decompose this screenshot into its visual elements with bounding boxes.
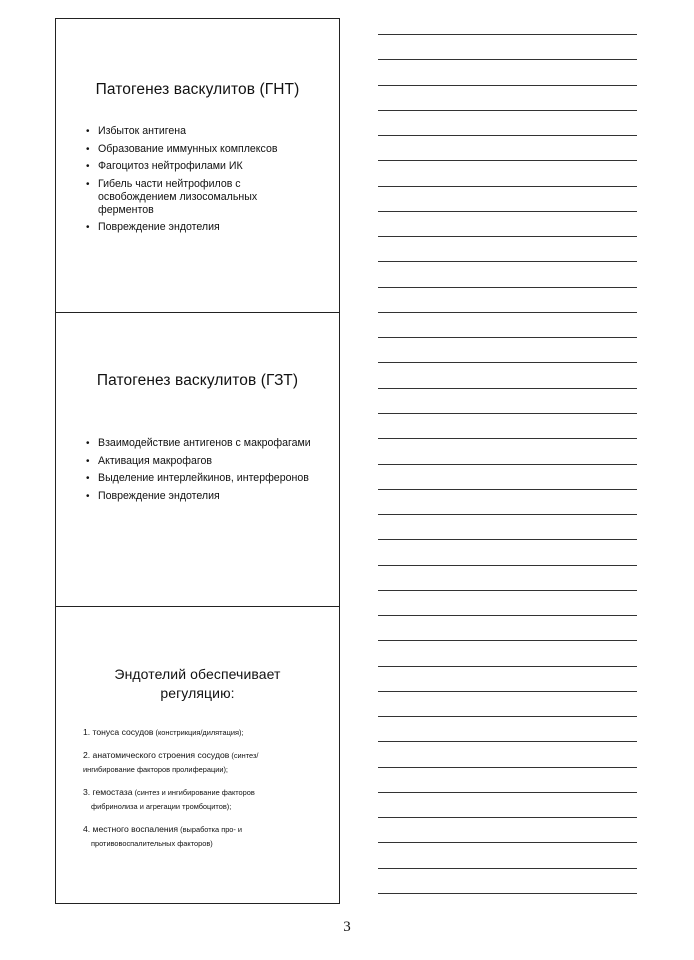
note-line <box>378 666 637 667</box>
note-line <box>378 110 637 111</box>
note-line <box>378 160 637 161</box>
item-detail: (выработка про- и <box>178 825 243 834</box>
note-line <box>378 211 637 212</box>
note-line <box>378 59 637 60</box>
item-detail: (констрикция/дилятация); <box>153 728 244 737</box>
bullet-item: • Активация макрофагов <box>86 455 313 468</box>
bullet-item: • Гибель части нейтрофилов с освобождением лизосомальных ферментов <box>86 178 313 217</box>
note-line <box>378 261 637 262</box>
note-line <box>378 388 637 389</box>
note-line <box>378 716 637 717</box>
note-line <box>378 691 637 692</box>
bullet-item: • Образование иммунных комплексов <box>86 143 313 156</box>
note-line <box>378 135 637 136</box>
note-line <box>378 539 637 540</box>
notes-lines <box>378 0 637 960</box>
slide-title: Патогенез васкулитов (ГЗТ) <box>96 372 299 389</box>
note-line <box>378 514 637 515</box>
item-detail: (синтез/ <box>229 751 259 760</box>
slide-title-line: Эндотелий обеспечивает <box>114 666 281 682</box>
slide-3 <box>56 607 339 903</box>
note-line <box>378 413 637 414</box>
note-line <box>378 893 637 894</box>
item-lead: 4. местного воспаления <box>83 824 179 834</box>
note-line <box>378 741 637 742</box>
note-line <box>378 565 637 566</box>
note-line <box>378 85 637 86</box>
note-line <box>378 312 637 313</box>
bullet-item: • Избыток антигена <box>86 125 313 138</box>
note-line <box>378 337 637 338</box>
note-line <box>378 792 637 793</box>
note-line <box>378 590 637 591</box>
item-continuation: противовоспалительных факторов) <box>91 839 213 848</box>
slide-title-line: регуляцию: <box>160 685 235 701</box>
note-line <box>378 615 637 616</box>
item-detail: (синтез и ингибирование факторов <box>132 788 255 797</box>
bullet-list <box>86 125 313 239</box>
slides-frame <box>55 18 340 904</box>
note-line <box>378 868 637 869</box>
note-line <box>378 362 637 363</box>
slide-2 <box>56 313 339 607</box>
item-lead: 3. гемостаза <box>83 787 133 797</box>
slide-1 <box>56 19 339 313</box>
item-lead: 1. тонуса сосудов <box>83 727 154 737</box>
note-line <box>378 640 637 641</box>
bullet-item: • Выделение интерлейкинов, интерферонов <box>86 472 313 485</box>
numbered-item <box>83 785 321 814</box>
note-line <box>378 186 637 187</box>
note-line <box>378 489 637 490</box>
note-line <box>378 842 637 843</box>
item-continuation: ингибирование факторов пролиферации); <box>83 765 228 774</box>
note-line <box>378 817 637 818</box>
note-line <box>378 287 637 288</box>
page-number: 3 <box>343 919 351 935</box>
bullet-item: • Взаимодействие антигенов с макрофагами <box>86 437 313 450</box>
numbered-item <box>83 748 321 777</box>
note-line <box>378 438 637 439</box>
slide-title: Патогенез васкулитов (ГНТ) <box>95 81 300 98</box>
slide-title <box>56 665 339 703</box>
numbered-item <box>83 822 321 851</box>
bullet-list <box>86 437 313 507</box>
bullet-item: • Повреждение эндотелия <box>86 490 313 503</box>
item-lead: 2. анатомического строения сосудов <box>83 750 230 760</box>
note-line <box>378 464 637 465</box>
numbered-item <box>83 725 321 740</box>
bullet-item: • Повреждение эндотелия <box>86 221 313 234</box>
note-line <box>378 34 637 35</box>
item-continuation: фибринолиза и агрегации тромбоцитов); <box>91 802 232 811</box>
bullet-item: • Фагоцитоз нейтрофилами ИК <box>86 160 313 173</box>
numbered-list <box>83 725 321 859</box>
note-line <box>378 767 637 768</box>
note-line <box>378 236 637 237</box>
